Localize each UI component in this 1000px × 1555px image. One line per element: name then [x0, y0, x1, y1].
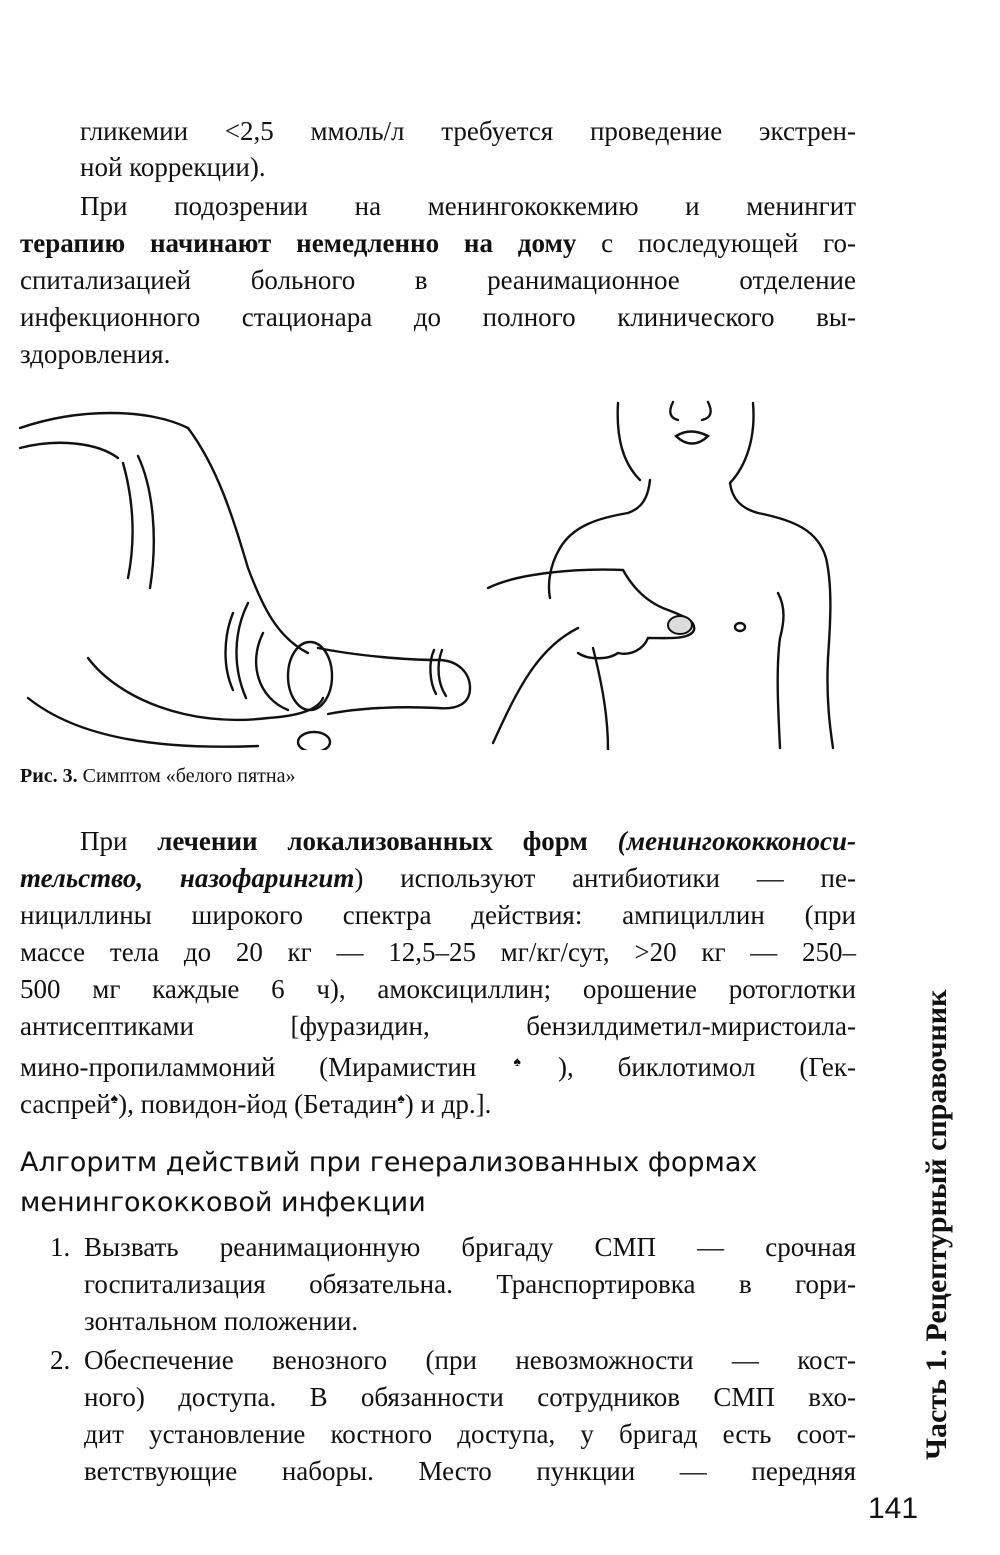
- page-number: 141: [868, 1492, 919, 1525]
- figure-caption: [20, 762, 295, 790]
- list-number: 1.: [50, 1232, 71, 1262]
- text-span: При: [80, 826, 158, 856]
- text-span: ) и др.].: [404, 1089, 492, 1119]
- caption-text: Симптом «белого пятна»: [77, 765, 296, 787]
- section-heading: менингококковой инфекции: [20, 1187, 426, 1218]
- bold-italic-phrase: тельство, назофарингит: [20, 863, 355, 893]
- white-spot-illustration: [18, 398, 860, 750]
- section-heading: Алгоритм действий при генерализованных формах: [20, 1147, 758, 1178]
- text-span: ), биклотимол (Гек-: [558, 1052, 857, 1082]
- paragraph-line: При подозрении на менингококкемию и менингит: [80, 191, 856, 221]
- paragraph-line: нициллины широкого спектра действия: ампициллин (при: [20, 900, 856, 930]
- text-span: саспрей: [20, 1089, 111, 1119]
- trademark-mark: ♠: [397, 1092, 405, 1107]
- paragraph-line: 500 мг каждые 6 ч), амоксициллин; орошение ротоглотки: [20, 974, 856, 1004]
- list-item-line: зонтальном положении.: [84, 1306, 359, 1336]
- list-item-line: Вызвать реанимационную бригаду СМП — срочная: [84, 1232, 856, 1262]
- text-span: мино-пропиламмоний (Мирамистин: [20, 1052, 477, 1082]
- caption-label: Рис. 3.: [20, 765, 78, 787]
- bold-phrase: терапию начинают немедленно на дому: [20, 228, 577, 258]
- paragraph-line: [20, 1045, 856, 1085]
- paragraph-line: [20, 860, 856, 896]
- side-running-title: Часть 1. Рецептурный справочник: [920, 989, 953, 1460]
- paragraph-line: ной коррекции).: [80, 152, 266, 182]
- list-item-line: госпитализация обязательна. Транспортировка в гори-: [84, 1269, 856, 1299]
- paragraph-line: [80, 823, 856, 859]
- paragraph-line: массе тела до 20 кг — 12,5–25 мг/кг/сут, >20 кг — 250–: [20, 937, 856, 967]
- paragraph-line: [20, 1082, 856, 1122]
- text-span: ), повидон-йод (Бетадин: [118, 1089, 398, 1119]
- list-number: 2.: [50, 1345, 71, 1375]
- trademark-mark: ♠: [476, 1055, 559, 1070]
- paragraph-line: гликемии <2,5 ммоль/л требуется проведение экстрен-: [80, 116, 856, 146]
- paragraph-line: антисептиками [фуразидин, бензилдиметил-миристоила-: [20, 1011, 856, 1041]
- bold-phrase: лечении локализованных форм: [157, 826, 588, 856]
- trademark-mark: ♠: [110, 1092, 119, 1107]
- list-item-line: ветствующие наборы. Место пункции — передняя: [84, 1456, 856, 1486]
- pinching-hand-drawing: [20, 413, 470, 750]
- paragraph-line: инфекционного стационара до полного клинического вы-: [20, 302, 856, 332]
- child-torso-drawing: [488, 402, 833, 750]
- bold-italic-phrase: (менингококконоси-: [587, 826, 856, 856]
- paragraph-line: здоровления.: [20, 339, 171, 369]
- list-item-line: Обеспечение венозного (при невозможности — кост-: [84, 1345, 856, 1375]
- list-item-line: дит установление костного доступа, у бригад есть соот-: [84, 1419, 856, 1449]
- paragraph-line: спитализацией больного в реанимационное отделение: [20, 265, 856, 295]
- text-span: с последующей го-: [576, 228, 857, 258]
- paragraph-line: [20, 225, 856, 261]
- list-item-line: ного) доступа. В обязанности сотрудников СМП вхо-: [84, 1382, 856, 1412]
- text-span: ) используют антибиотики — пе-: [354, 863, 856, 893]
